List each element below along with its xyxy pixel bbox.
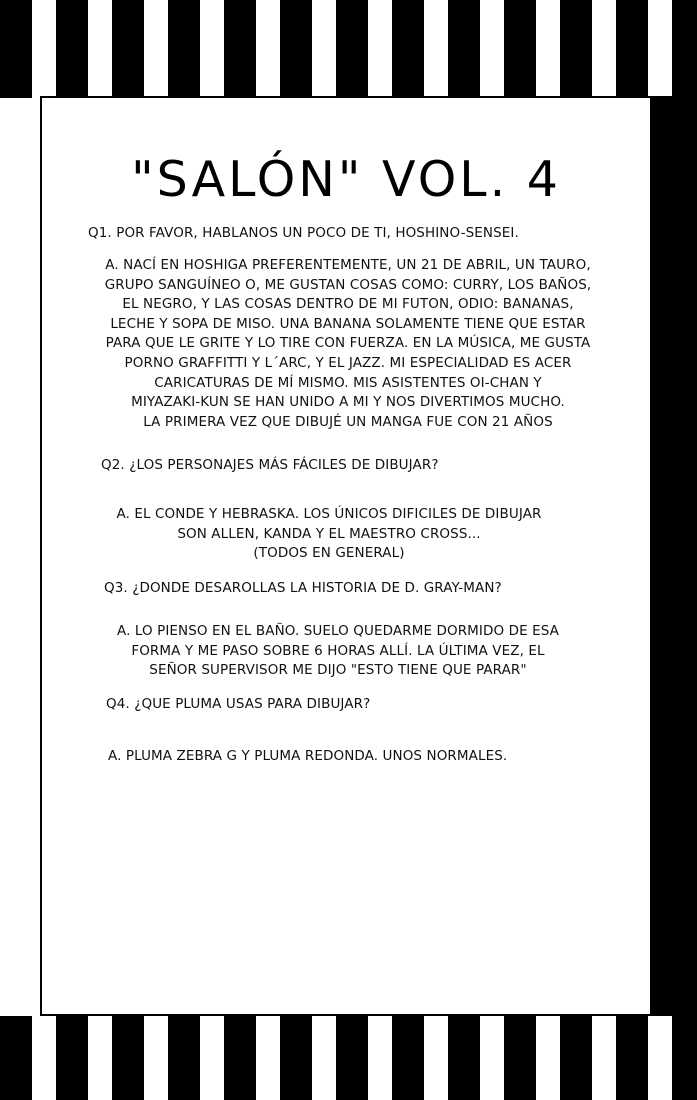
- top-stripe-border: [0, 0, 697, 98]
- page-title: "SALÓN" VOL. 4: [131, 150, 561, 208]
- bottom-stripe-border: [0, 1016, 697, 1100]
- question-2: Q2. ¿LOS PERSONAJES MÁS FÁCILES DE DIBUJAR?: [101, 457, 439, 473]
- question-3: Q3. ¿DONDE DESAROLLAS LA HISTORIA DE D. GRAY-MAN?: [104, 580, 502, 596]
- question-4: Q4. ¿QUE PLUMA USAS PARA DIBUJAR?: [106, 696, 371, 712]
- right-black-border: [652, 96, 697, 1016]
- question-1: Q1. POR FAVOR, HABLANOS UN POCO DE TI, HOSHINO-SENSEI.: [88, 225, 519, 241]
- answer-3: A. LO PIENSO EN EL BAÑO. SUELO QUEDARME DORMIDO DE ESA FORMA Y ME PASO SOBRE 6 HORAS ALLÍ. LA ÚLTIMA VEZ, EL SEÑOR SUPERVISOR ME DIJO "ESTO TIENE QUE PARAR": [116, 623, 560, 679]
- answer-4: A. PLUMA ZEBRA G Y PLUMA REDONDA. UNOS NORMALES.: [108, 748, 508, 764]
- answer-1: A. NACÍ EN HOSHIGA PREFERENTEMENTE, UN 21 DE ABRIL, UN TAURO, GRUPO SANGUÍNEO O, ME GUSTAN COSAS COMO: CURRY, LOS BAÑOS, EL NEGRO, Y LAS COSAS DENTRO DE MI FUTON, ODIO: BANANAS, LECHE Y SOPA DE MISO. UNA BANANA SOLAMENTE TIENE QUE ESTAR PARA QUE LE GRITE Y LO TIRE CON FUERZA. EN LA MÚSICA, ME GUSTA PORNO GRAFFITTI Y L´ARC, Y EL JAZZ. MI ESPECIALIDAD ES ACER CARICATURAS DE MÍ MISMO. MIS ASISTENTES OI-CHAN Y MIYAZAKI-KUN SE HAN UNIDO A MI Y NOS DIVERTIMOS MUCHO. LA PRIMERA VEZ QUE DIBUJÉ UN MANGA FUE CON 21 AÑOS: [104, 257, 592, 430]
- answer-2: A. EL CONDE Y HEBRASKA. LOS ÚNICOS DIFICILES DE DIBUJAR SON ALLEN, KANDA Y EL MAESTRO CROSS... (TODOS EN GENERAL): [116, 506, 542, 562]
